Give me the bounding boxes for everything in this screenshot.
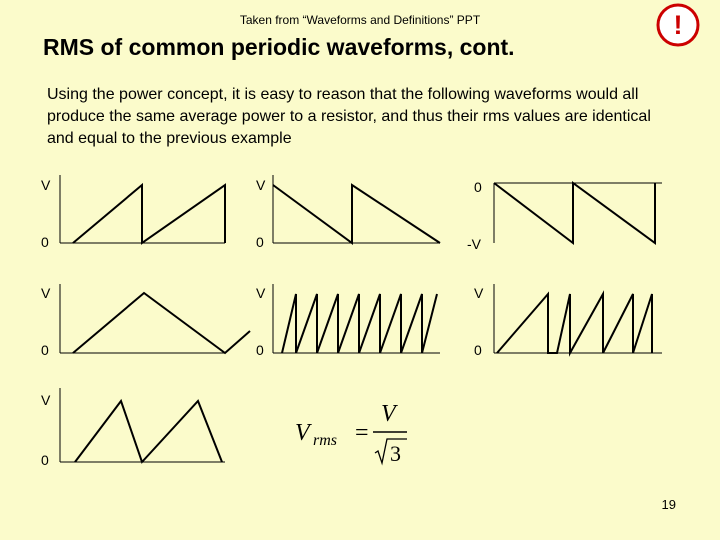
g7-trace [75, 401, 222, 462]
g2-trace [273, 185, 440, 243]
g1-trace [73, 185, 225, 243]
formula-numerator: V [381, 401, 396, 427]
g2-top-label: V [256, 177, 266, 193]
g7-top-label: V [41, 392, 51, 408]
waveform-g4 [60, 284, 250, 353]
g4-top-label: V [41, 285, 51, 301]
waveform-g2 [273, 175, 440, 243]
g6-bottom-label: 0 [474, 342, 482, 358]
waveform-g3 [494, 183, 662, 243]
slide-title: RMS of common periodic waveforms, cont. [43, 34, 515, 60]
waveform-g6 [494, 284, 662, 353]
intro-text: Using the power concept, it is easy to reason that the following waveforms would all produce the same average power to a resistor, and thus their rms values are identical and equal to the previous example [47, 86, 651, 147]
g3-bottom-label: -V [467, 236, 481, 252]
svg-text:!: ! [673, 10, 683, 40]
source-note: Taken from “Waveforms and Definitions” PPT [239, 13, 481, 27]
waveform-g1 [60, 175, 225, 243]
g4-bottom-label: 0 [41, 342, 49, 358]
formula-radicand: 3 [390, 441, 401, 466]
g3-top-label: 0 [474, 179, 482, 195]
g6-top-label: V [474, 285, 484, 301]
waveform-g7 [60, 388, 225, 462]
formula-lhs-var: V [295, 420, 310, 446]
formula-lhs-sub: rms [313, 432, 338, 449]
g6-trace [497, 294, 652, 353]
formula-equals: = [355, 420, 369, 446]
g7-bottom-label: 0 [41, 452, 49, 468]
g3-trace [494, 183, 655, 243]
g2-bottom-label: 0 [256, 234, 264, 250]
rms-formula [293, 400, 423, 470]
g5-trace [282, 294, 437, 353]
g1-bottom-label: 0 [41, 234, 49, 250]
g5-bottom-label: 0 [256, 342, 264, 358]
g5-top-label: V [256, 285, 266, 301]
g1-top-label: V [41, 177, 51, 193]
page-number: 19 [661, 497, 676, 512]
g4-trace [73, 293, 250, 353]
waveform-g5 [273, 284, 440, 353]
